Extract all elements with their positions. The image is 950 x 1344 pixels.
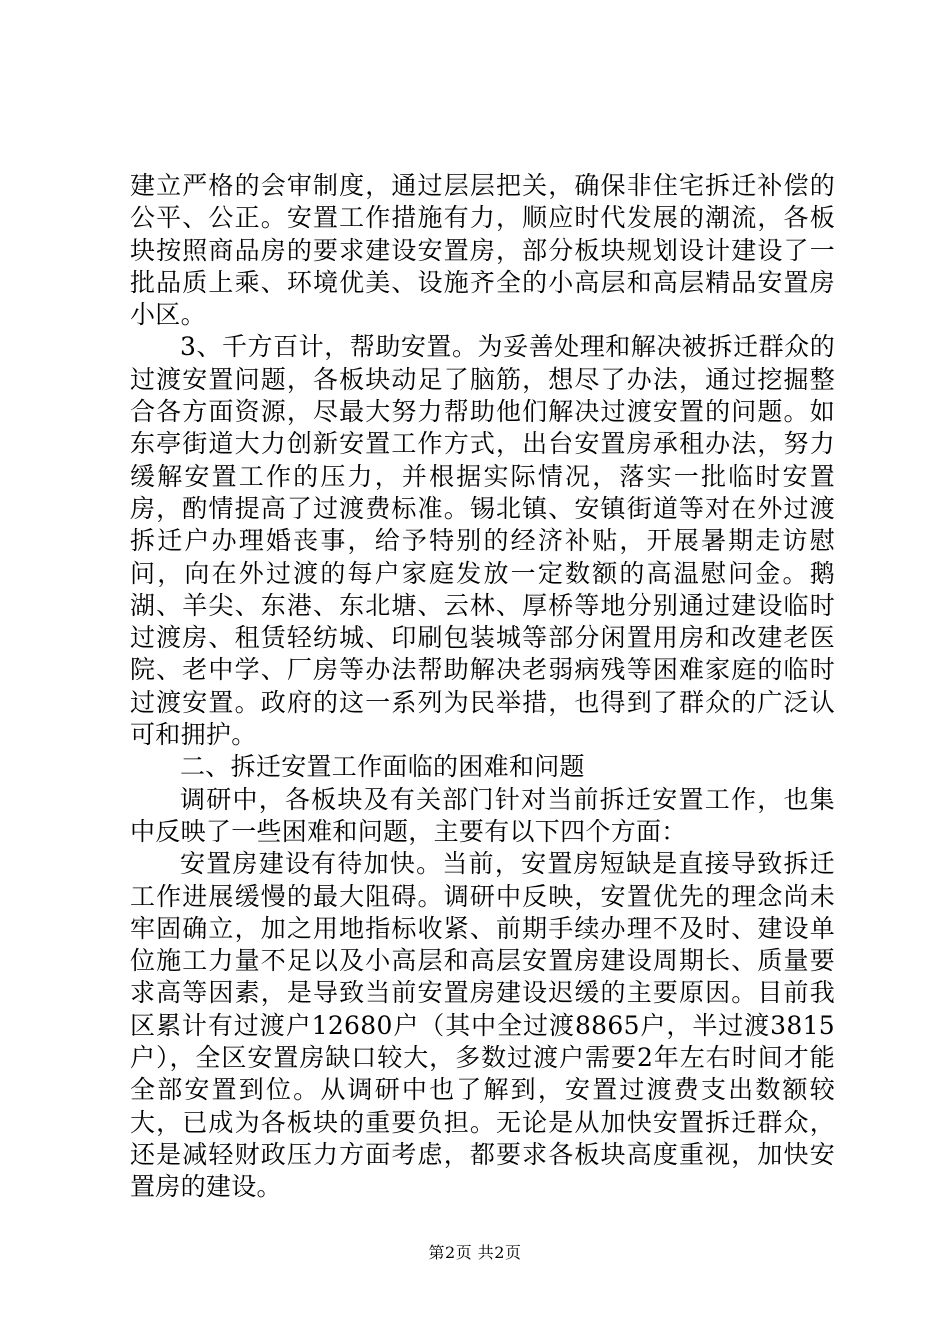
paragraph-help-resettlement: 3、千方百计，帮助安置。为妥善处理和解决被拆迁群众的过渡安置问题，各板块动足了脑筋，想尽了办法，通过挖掘整合各方面资源，尽最大努力帮助他们解决过渡安置的问题。如东亭街道大力创新安置工作方式，出台安置房承租办法，努力缓解安置工作的压力，并根据实际情况，落实一批临时安置房，酌情提高了过渡费标准。锡北镇、安镇街道等对在外过渡拆迁户办理婚丧事，给予特别的经济补贴，开展暑期走访慰问，向在外过渡的每户家庭发放一定数额的高温慰问金。鹅湖、羊尖、东港、东北塘、云林、厚桥等地分别通过建设临时过渡房、租赁轻纺城、印刷包装城等部分闲置用房和改建老医院、老中学、厂房等办法帮助解决老弱病残等困难家庭的临时过渡安置。政府的这一系列为民举措，也得到了群众的广泛认可和拥护。 <box>130 332 835 750</box>
paragraph-continuation: 建立严格的会审制度，通过层层把关，确保非住宅拆迁补偿的公平、公正。安置工作措施有力，顺应时代发展的潮流，各板块按照商品房的要求建设安置房，部分板块规划设计建设了一批品质上乘、环境优美、设施齐全的小高层和高层精品安置房小区。 <box>130 171 835 330</box>
paragraph-research-intro: 调研中，各板块及有关部门针对当前拆迁安置工作，也集中反映了一些困难和问题，主要有以下四个方面： <box>130 784 835 846</box>
section-heading: 二、拆迁安置工作面临的困难和问题 <box>180 752 585 782</box>
page-footer: 第2页 共2页 <box>428 1243 522 1262</box>
document-body <box>130 170 835 1204</box>
paragraph-housing-construction: 安置房建设有待加快。当前，安置房短缺是直接导致拆迁工作进展缓慢的最大阻碍。调研中反映，安置优先的理念尚未牢固确立，加之用地指标收紧、前期手续办理不及时、建设单位施工力量不足以及小高层和高层安置房建设周期长、质量要求高等因素，是导致当前安置房建设迟缓的主要原因。目前我区累计有过渡户12680户（其中全过渡8865户，半过渡3815户），全区安置房缺口较大，多数过渡户需要2年左右时间才能全部安置到位。从调研中也了解到，安置过渡费支出数额较大，已成为各板块的重要负担。无论是从加快安置拆迁群众，还是减轻财政压力方面考虑，都要求各板块高度重视，加快安置房的建设。 <box>130 849 835 1202</box>
